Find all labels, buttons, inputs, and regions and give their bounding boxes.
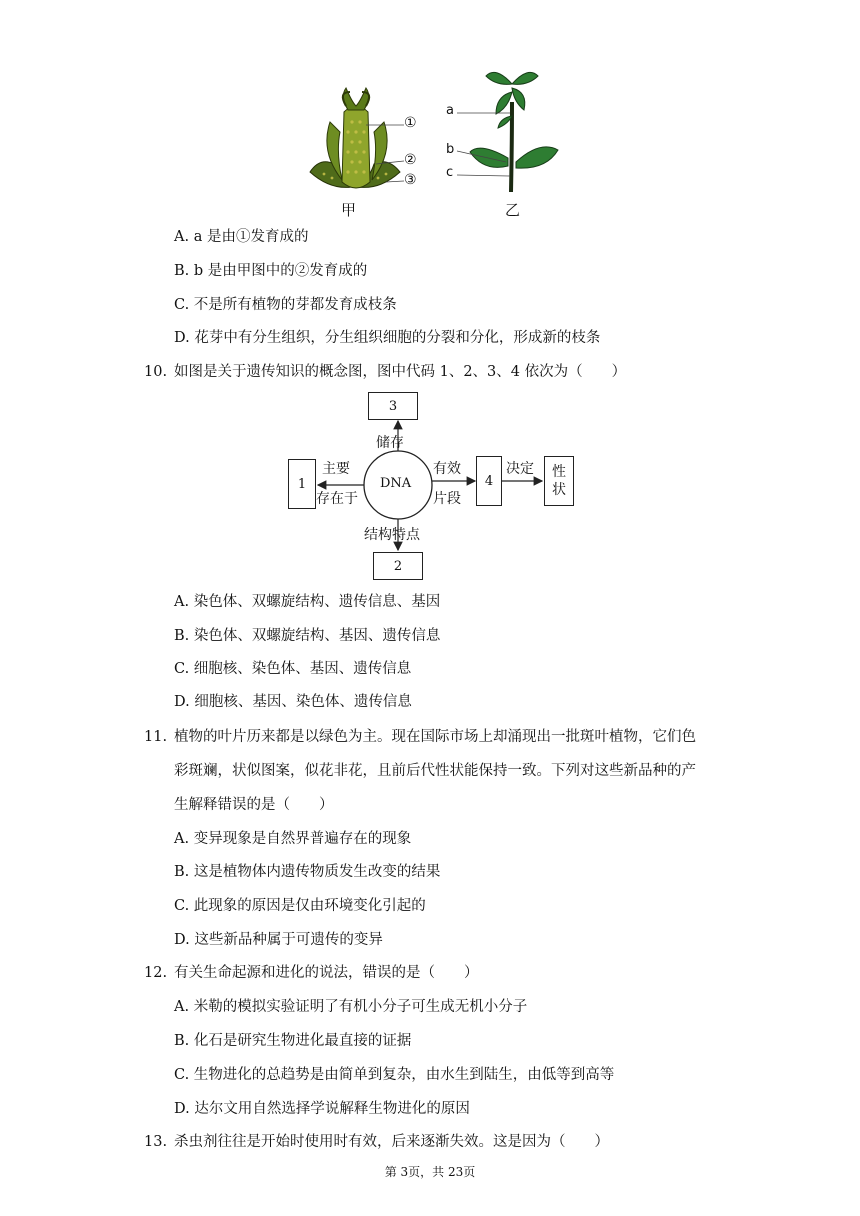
q9-option-c: C. 不是所有植物的芽都发育成枝条 — [174, 297, 397, 313]
q9-option-a: A. a 是由①发育成的 — [174, 229, 309, 245]
q13-number: 13. — [144, 1134, 168, 1150]
bud-drawing — [310, 88, 404, 188]
q9-option-d: D. 花芽中有分生组织，分生组织细胞的分裂和分化，形成新的枝条 — [174, 330, 601, 346]
figure-bud-and-branch — [300, 62, 580, 222]
diagram-box-4: 4 — [476, 456, 502, 506]
q10-option-b: B. 染色体、双螺旋结构、基因、遗传信息 — [174, 628, 441, 644]
q10-option-d: D. 细胞核、基因、染色体、遗传信息 — [174, 694, 412, 710]
q11-number: 11. — [144, 729, 168, 745]
q10-option-a: A. 染色体、双螺旋结构、遗传信息、基因 — [174, 594, 441, 610]
page-footer: 第 3页，共 23页 — [384, 1165, 476, 1179]
bud-marker-3: ③ — [404, 172, 417, 188]
branch-letter-b: b — [446, 142, 455, 157]
q11-stem-line-3: 生解释错误的是（ ） — [174, 797, 334, 813]
q12-option-b: B. 化石是研究生物进化最直接的证据 — [174, 1033, 412, 1049]
diagram-box-trait: 性 状 — [544, 456, 574, 506]
diagram-box-3: 3 — [368, 392, 418, 420]
q11-stem-line-2: 彩斑斓，状似图案，似花非花，且前后代性状能保持一致。下列对这些新品种的产 — [174, 763, 696, 779]
bud-marker-1: ① — [404, 115, 417, 131]
label-effective-1: 有效 — [433, 461, 461, 477]
label-structure: 结构特点 — [364, 527, 420, 543]
bud-illustration — [300, 62, 580, 222]
q11-stem-line-1: 植物的叶片历来都是以绿色为主。现在国际市场上却涌现出一批斑叶植物，它们色 — [174, 729, 696, 745]
q11-option-b: B. 这是植物体内遗传物质发生改变的结果 — [174, 864, 441, 880]
label-effective-2: 片段 — [433, 491, 461, 507]
q11-option-a: A. 变异现象是自然界普遍存在的现象 — [174, 831, 412, 847]
q10-stem: 如图是关于遗传知识的概念图，图中代码 1、2、3、4 依次为（ ） — [174, 364, 627, 380]
q11-option-c: C. 此现象的原因是仅由环境变化引起的 — [174, 898, 426, 914]
dna-concept-diagram — [280, 390, 580, 585]
q11-option-d: D. 这些新品种属于可遗传的变异 — [174, 932, 383, 948]
label-main-2: 存在于 — [316, 491, 358, 507]
label-store: 储存 — [376, 435, 404, 451]
caption-jia: 甲 — [341, 201, 357, 219]
branch-letter-a: a — [446, 103, 454, 118]
q13-stem: 杀虫剂往往是开始时使用时有效，后来逐渐失效。这是因为（ ） — [174, 1134, 609, 1150]
q12-number: 12. — [144, 965, 168, 981]
label-decide: 决定 — [506, 461, 534, 477]
diagram-center-dna: DNA — [380, 476, 412, 491]
q10-number: 10. — [144, 364, 168, 380]
q12-stem: 有关生命起源和进化的说法，错误的是（ ） — [174, 965, 479, 981]
diagram-box-2: 2 — [373, 552, 423, 580]
branch-drawing — [457, 72, 558, 192]
q10-option-c: C. 细胞核、染色体、基因、遗传信息 — [174, 661, 412, 677]
q12-option-d: D. 达尔文用自然选择学说解释生物进化的原因 — [174, 1101, 470, 1117]
q12-option-c: C. 生物进化的总趋势是由简单到复杂，由水生到陆生，由低等到高等 — [174, 1067, 615, 1083]
q12-option-a: A. 米勒的模拟实验证明了有机小分子可生成无机小分子 — [174, 999, 528, 1015]
q9-option-b: B. b 是由甲图中的②发育成的 — [174, 263, 368, 279]
bud-marker-2: ② — [404, 152, 417, 168]
label-main-1: 主要 — [322, 461, 350, 477]
diagram-box-1: 1 — [288, 459, 316, 509]
branch-letter-c: c — [446, 165, 454, 180]
caption-yi: 乙 — [505, 201, 521, 219]
